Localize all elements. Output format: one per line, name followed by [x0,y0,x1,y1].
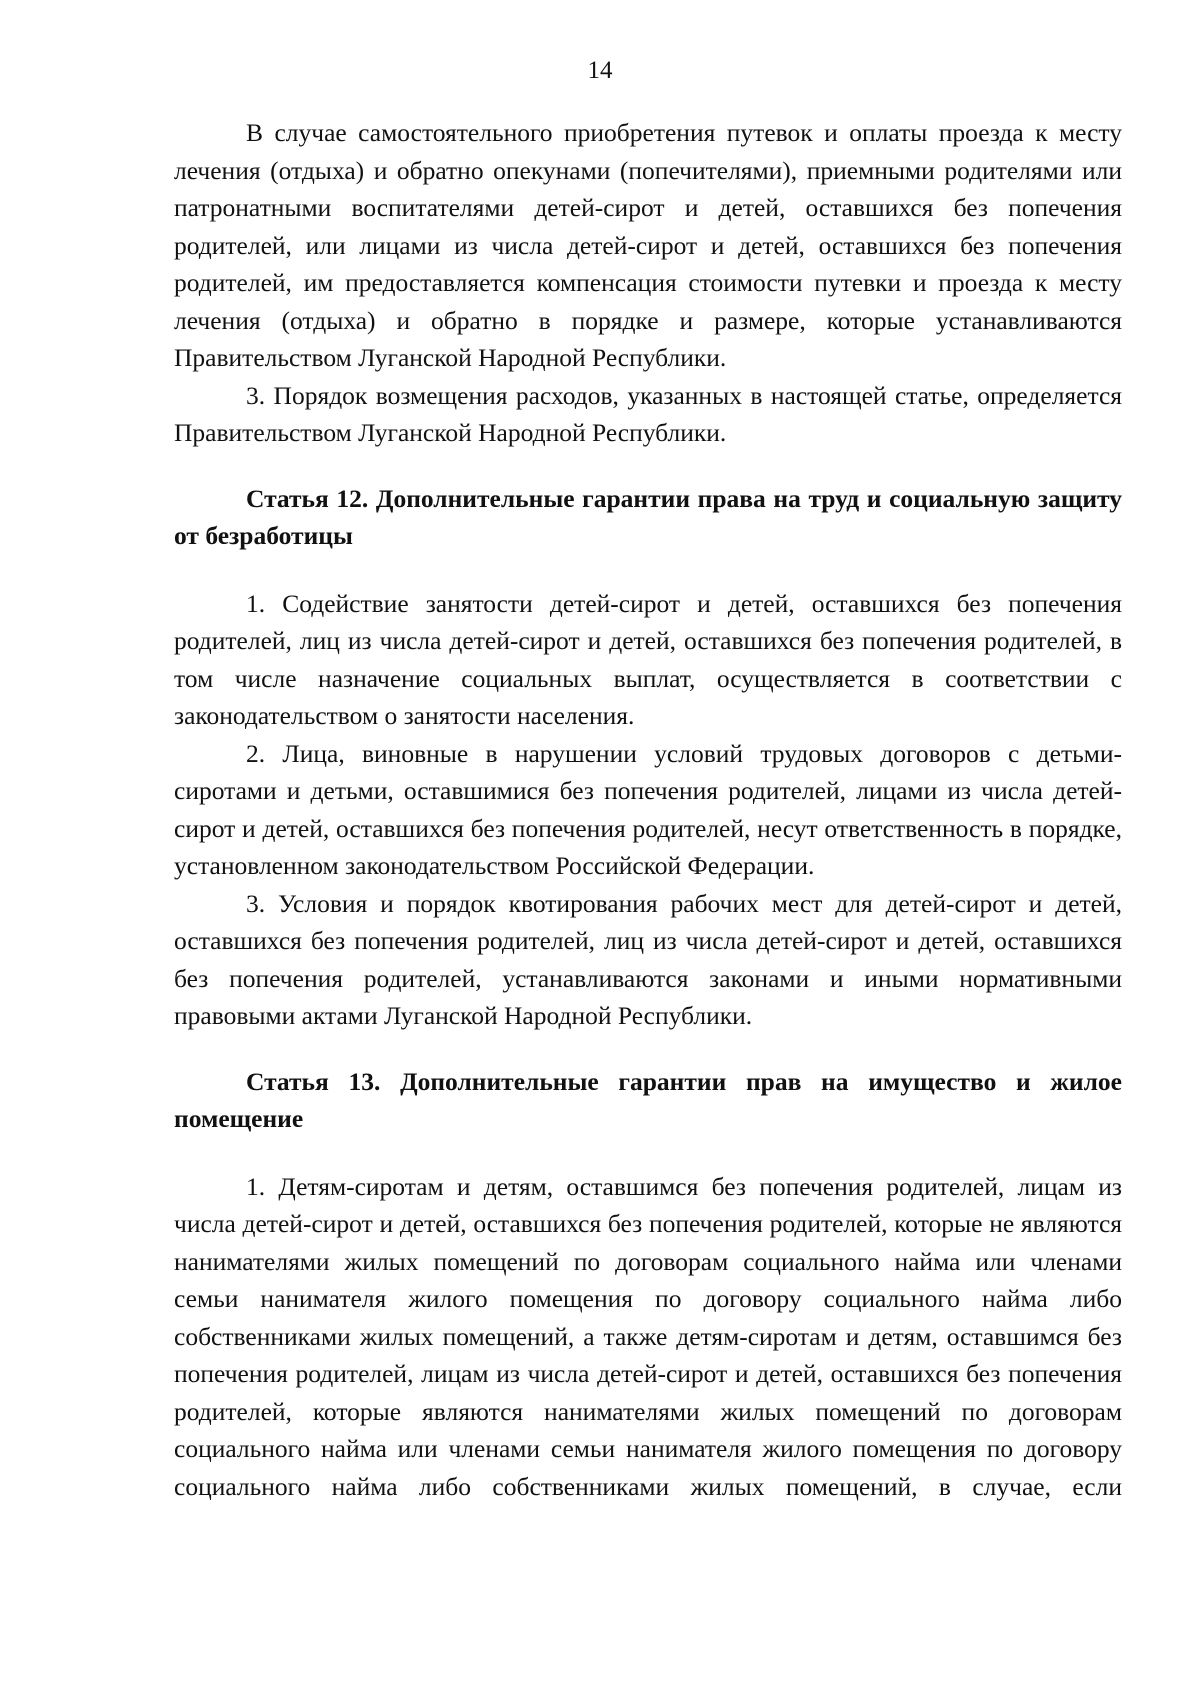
paragraph-compensation: В случае самостоятельного приобретения путевок и оплаты проезда к месту лечения (отдыха) и обратно опекунами (попечителями), приемными родителями или патронатными воспитателями детей-сирот и детей, оставшихся без попечения родителей, или лицами из числа детей-сирот и детей, оставшихся без попечения родителей, им предоставляется компенсация стоимости путевки и проезда к месту лечения (отдыха) и обратно в порядке и размере, которые устанавливаются Правительством Луганской Народной Республики. [174,118,1122,372]
paragraph-article13-item1: 1. Детям-сиротам и детям, оставшимся без попечения родителей, лицам из числа детей-сирот и детей, оставшихся без попечения родителей, которые не являются нанимателями жилых помещений по договорам социального найма или членами семьи нанимателя жилого помещения по договору социального найма либо собственниками жилых помещений, а также детям-сиротам и детям, оставшимся без попечения родителей, лицам из числа детей-сирот и детей, оставшихся без попечения родителей, которые являются нанимателями жилых помещений по договорам социального найма или членами семьи нанимателя жилого помещения по договору социального найма либо собственниками жилых помещений, в случае, если [174,1171,1122,1501]
article13-heading: Статья 13. Дополнительные гарантии прав на имущество и жилое помещение [174,1066,1122,1133]
document-body [174,114,1122,1505]
paragraph-article12-item3: 3. Условия и порядок квотирования рабочих мест для детей-сирот и детей, оставшихся без попечения родителей, лиц из числа детей-сирот и детей, оставшихся без попечения родителей, устанавливаются законами и иными нормативными правовыми актами Луганской Народной Республики. [174,888,1122,1030]
paragraph-article11-item3: 3. Порядок возмещения расходов, указанных в настоящей статье, определяется Правительством Луганской Народной Республики. [174,380,1122,447]
paragraph-article12-item1: 1. Содействие занятости детей-сирот и детей, оставшихся без попечения родителей, лиц из числа детей-сирот и детей, оставшихся без попечения родителей, в том числе назначение социальных выплат, осуществляется в соответствии с законодательством о занятости населения. [174,588,1122,730]
page-number: 14 [587,57,613,84]
article12-heading: Статья 12. Дополнительные гарантии права на труд и социальную защиту от безработицы [174,483,1122,550]
paragraph-article12-item2: 2. Лица, виновные в нарушении условий трудовых договоров с детьми-сиротами и детьми, оставшимися без попечения родителей, лицами из числа детей-сирот и детей, оставшихся без попечения родителей, несут ответственность в порядке, установленном законодательством Российской Федерации. [174,738,1122,880]
